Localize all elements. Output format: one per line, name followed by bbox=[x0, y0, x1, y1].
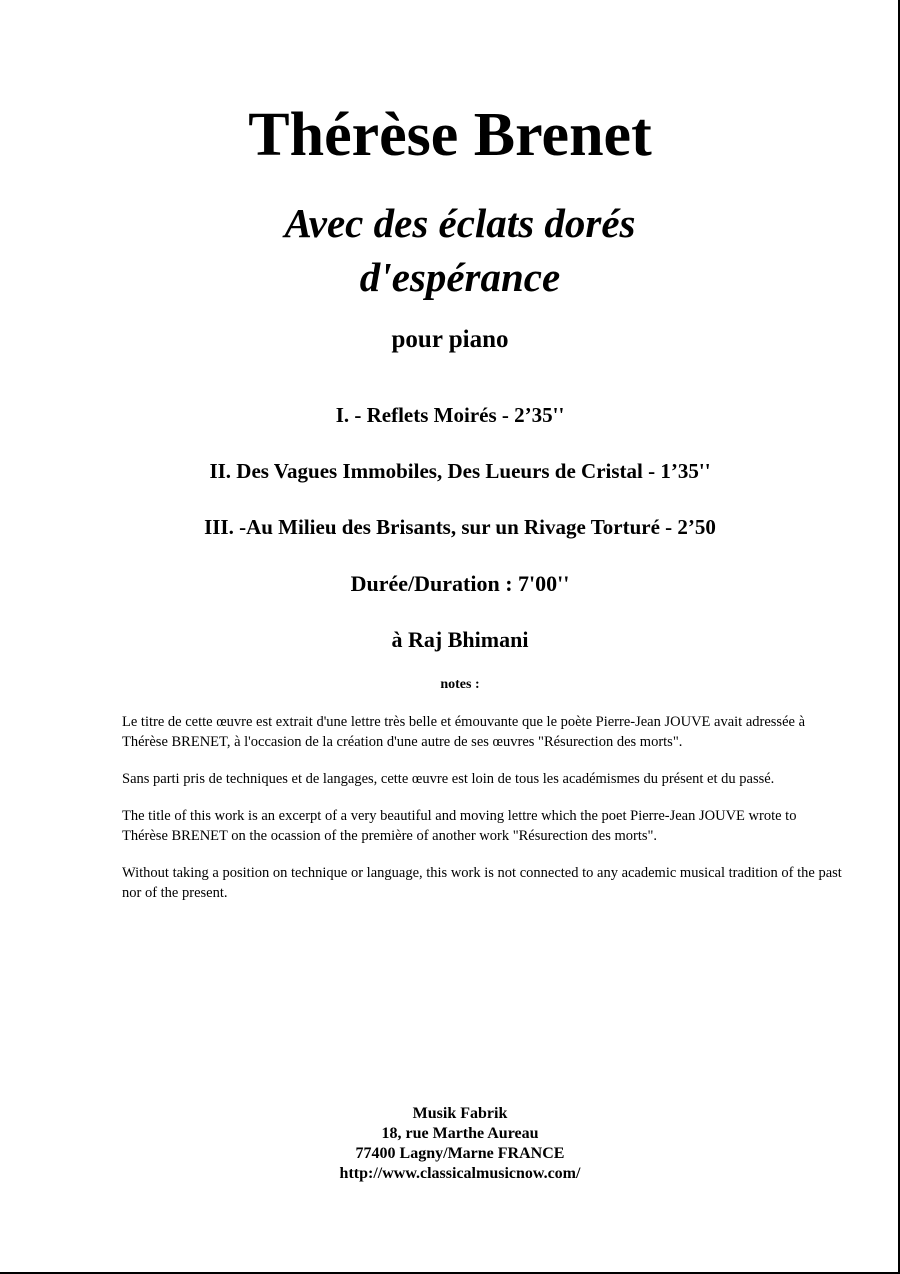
work-title-line-2: d'espérance bbox=[359, 254, 561, 300]
note-paragraph: Sans parti pris de techniques et de langages, cette œuvre est loin de tous les académismes du présent et du passé. bbox=[122, 771, 775, 787]
note-paragraph: Le titre de cette œuvre est extrait d'une lettre très belle et émouvante que le poète Pierre-Jean JOUVE avait adressée à Thérèse BRENET, à l'occasion de la création d'une autre de ses œuvres "Résurection des morts". bbox=[122, 714, 806, 750]
publisher-name: Musik Fabrik bbox=[412, 1105, 508, 1122]
instrumentation: pour piano bbox=[391, 326, 509, 353]
publisher-city: 77400 Lagny/Marne FRANCE bbox=[355, 1145, 565, 1162]
notes-heading: notes : bbox=[440, 677, 480, 692]
movement-3: III. -Au Milieu des Brisants, sur un Rivage Torturé - 2’50 bbox=[204, 515, 716, 539]
publisher-block bbox=[0, 1104, 900, 1184]
dedication: à Raj Bhimani bbox=[391, 627, 529, 652]
publisher-street: 18, rue Marthe Aureau bbox=[381, 1125, 539, 1142]
publisher-url: http://www.classicalmusicnow.com/ bbox=[339, 1165, 581, 1182]
note-paragraph: Without taking a position on technique or language, this work is not connected to any academic musical tradition of the past nor of the present. bbox=[122, 865, 842, 901]
note-paragraph: The title of this work is an excerpt of a very beautiful and moving lettre which the poet Pierre-Jean JOUVE wrote to Thérèse BRENET on the ocassion of the première of another work "Résurection des morts". bbox=[122, 808, 797, 844]
movement-1: I. - Reflets Moirés - 2’35'' bbox=[335, 403, 565, 427]
total-duration: Durée/Duration : 7'00'' bbox=[350, 571, 570, 596]
movement-2: II. Des Vagues Immobiles, Des Lueurs de Cristal - 1’35'' bbox=[209, 459, 711, 483]
composer-name: Thérèse Brenet bbox=[248, 101, 652, 169]
work-title bbox=[10, 196, 900, 304]
work-title-line-1: Avec des éclats dorés bbox=[284, 200, 636, 246]
notes-body bbox=[122, 712, 842, 920]
